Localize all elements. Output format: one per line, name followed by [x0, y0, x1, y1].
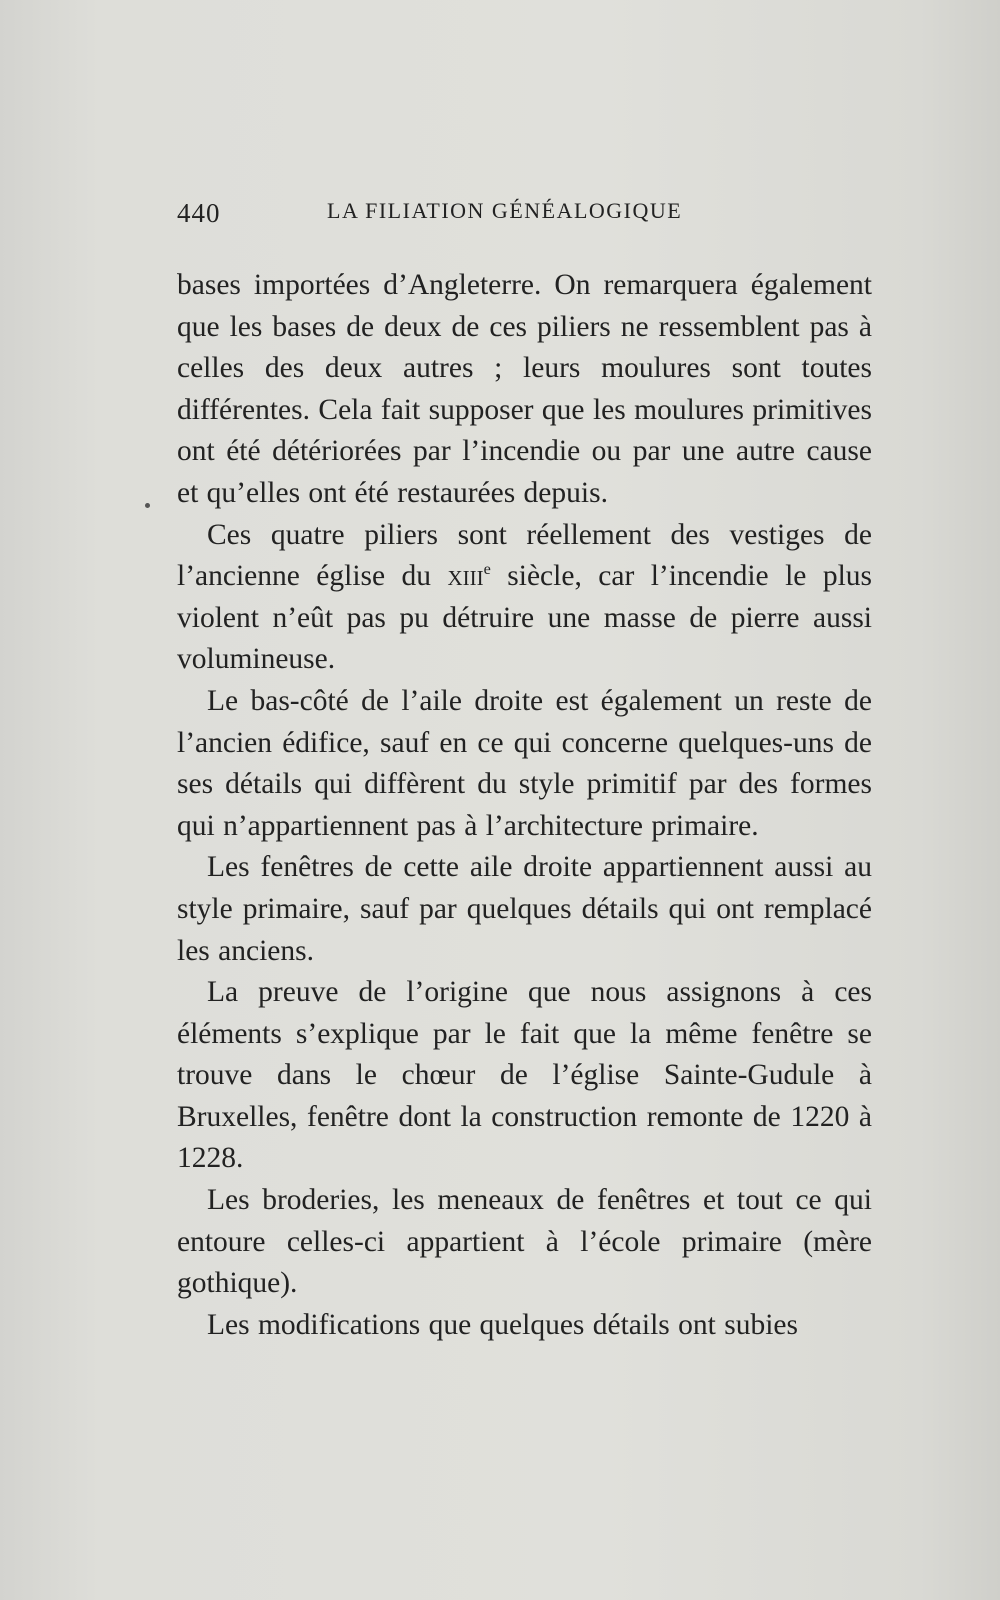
paragraph-2-end: siècle, car l’incendie le plus violent n’eût pas pu détruire une masse de pierre aussi volumineuse. [177, 560, 872, 676]
paragraph-2-start: Ces quatre piliers sont réellement des vestiges de l’ancienne église du [177, 518, 872, 593]
century-superscript: e [483, 560, 491, 579]
running-head [177, 196, 877, 240]
body-text [177, 265, 872, 1346]
paragraph-4: Les fenêtres de cette aile droite appartiennent aussi au style primaire, sauf par quelques détails qui ont remplacé les anciens. [177, 851, 872, 967]
page-number: 440 [177, 198, 221, 228]
paragraph-2 [177, 515, 872, 681]
paper-speck [145, 503, 150, 508]
paragraph-6: Les broderies, les meneaux de fenêtres et tout ce qui entoure celles-ci appartient à l’école primaire (mère gothique). [177, 1184, 872, 1300]
running-title: LA FILIATION GÉNÉALOGIQUE [327, 198, 683, 223]
paragraph-3: Le bas-côté de l’aile droite est également un reste de l’ancien édifice, sauf en ce qui concerne quelques-uns de ses détails qui diffèrent du style primitif par des formes qui n’appartiennent pas à l’architecture primaire. [177, 684, 872, 842]
paragraph-7: Les modifications que quelques détails ont subies [207, 1308, 798, 1341]
century-numeral: xiii [447, 560, 484, 593]
paragraph-1: bases importées d’Angleterre. On remarquera également que les bases de deux de ces piliers ne ressemblent pas à celles des deux autres ; leurs moulures sont toutes différentes. Cela fait supposer que les moulures primitives ont été détériorées par l’incendie ou par une autre cause et qu’elles ont été restaurées depuis. [177, 269, 872, 509]
paragraph-5: La preuve de l’origine que nous assignons à ces éléments s’explique par le fait que la même fenêtre se trouve dans le chœur de l’église Sainte-Gudule à Bruxelles, fenêtre dont la construction remonte de 1220 à 1228. [177, 976, 872, 1175]
